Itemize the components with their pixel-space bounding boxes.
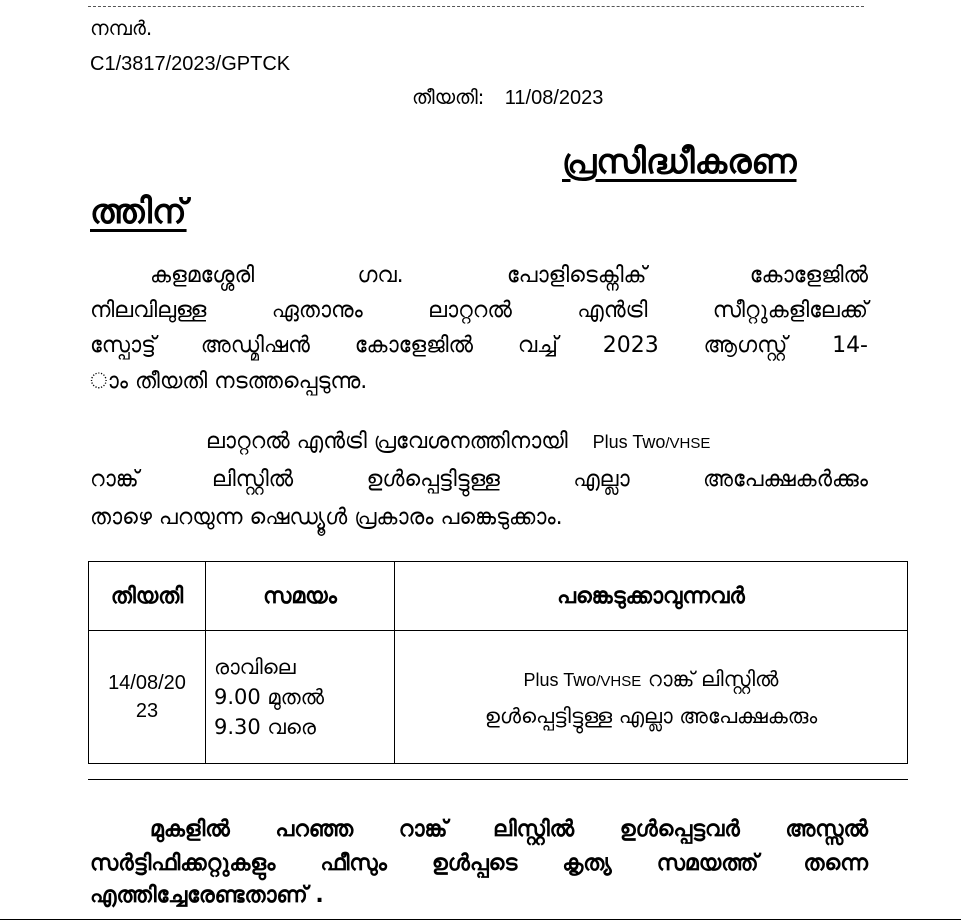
top-dashed-divider	[88, 6, 864, 7]
reference-number: C1/3817/2023/GPTCK	[90, 53, 291, 75]
participants-plus-two: Plus Two	[523, 669, 597, 690]
header-time: സമയം	[206, 562, 395, 631]
para1-line-1: കളമശ്ശേരി ഗവ. പോളിടെക്നിക് കോളേജിൽ	[150, 263, 868, 288]
date-part-1: 14/08/20	[108, 672, 186, 694]
table-header-row	[89, 562, 908, 631]
para2-line-1	[206, 424, 710, 461]
time-line-2: 9.00 മുതൽ	[214, 685, 325, 709]
para3-line-3: എത്തിച്ചേരേണ്ടതാണ് .	[90, 883, 324, 908]
header-date: തിയതി	[89, 562, 206, 631]
para1-line-2: നിലവിലുള്ള ഏതാനും ലാറ്ററൽ എൻട്രി സീറ്റുകളിലേക്ക്	[90, 298, 868, 323]
schedule-table	[88, 561, 908, 764]
para3-line-1: മുകളിൽ പറഞ്ഞ റാങ്ക് ലിസ്റ്റിൽ ഉൾപ്പെട്ടവർ അസ്സൽ	[150, 817, 868, 842]
number-label: നമ്പർ.	[90, 16, 153, 40]
date-value: 11/08/2023	[504, 87, 604, 109]
para2-line-2: റാങ്ക് ലിസ്റ്റിൽ ഉൾപ്പെട്ടിട്ടുള്ള എല്ലാ അപേക്ഷകർക്കും	[90, 467, 868, 492]
date-part-2: 23	[135, 700, 159, 722]
table-row	[89, 631, 908, 764]
cell-time	[206, 631, 395, 764]
time-line-3: 9.30 വരെ	[214, 715, 316, 739]
vhse-label: /VHSE	[665, 435, 711, 452]
time-line-1: രാവിലെ	[214, 655, 296, 679]
cell-date	[89, 631, 206, 764]
para1-line-3: സ്പോട്ട് അഡ്മിഷൻ കോളേജിൽ വച്ച് 2023 ആഗസ്റ്റ് 14-	[90, 333, 868, 358]
header-participants: പങ്കെടുക്കാവുന്നവർ	[395, 562, 908, 631]
participants-line-2: ഉൾപ്പെട്ടിട്ടുള്ള എല്ലാ അപേക്ഷകരും	[484, 703, 818, 728]
page-break-divider	[88, 779, 908, 780]
para2-line-1-text: ലാറ്ററൽ എൻട്രി പ്രവേശനത്തിനായി	[206, 429, 568, 454]
date-label: തീയതി:	[412, 85, 485, 109]
participants-vhse: /VHSE	[596, 672, 642, 690]
title-line-1: പ്രസിദ്ധീകരണ	[562, 142, 797, 182]
participants-line-1	[396, 662, 906, 699]
para2-line-3: താഴെ പറയുന്ന ഷെഡ്യൂൾ പ്രകാരം പങ്കെടുക്കാം.	[90, 505, 563, 530]
date-line	[412, 83, 603, 112]
para3-line-2: സർട്ടിഫിക്കറ്റുകളും ഫീസും ഉൾപ്പടെ കൃത്യ സമയത്ത് തന്നെ	[90, 851, 868, 876]
participants-line-1-text: റാങ്ക് ലിസ്റ്റിൽ	[647, 666, 779, 691]
bottom-divider	[0, 919, 961, 920]
cell-participants	[395, 631, 908, 764]
para1-line-4: ാം തീയതി നടത്തപ്പെടുന്നു.	[90, 369, 368, 394]
title-line-2: ത്തിന്	[90, 192, 187, 232]
plus-two-label: Plus Two	[592, 432, 666, 452]
